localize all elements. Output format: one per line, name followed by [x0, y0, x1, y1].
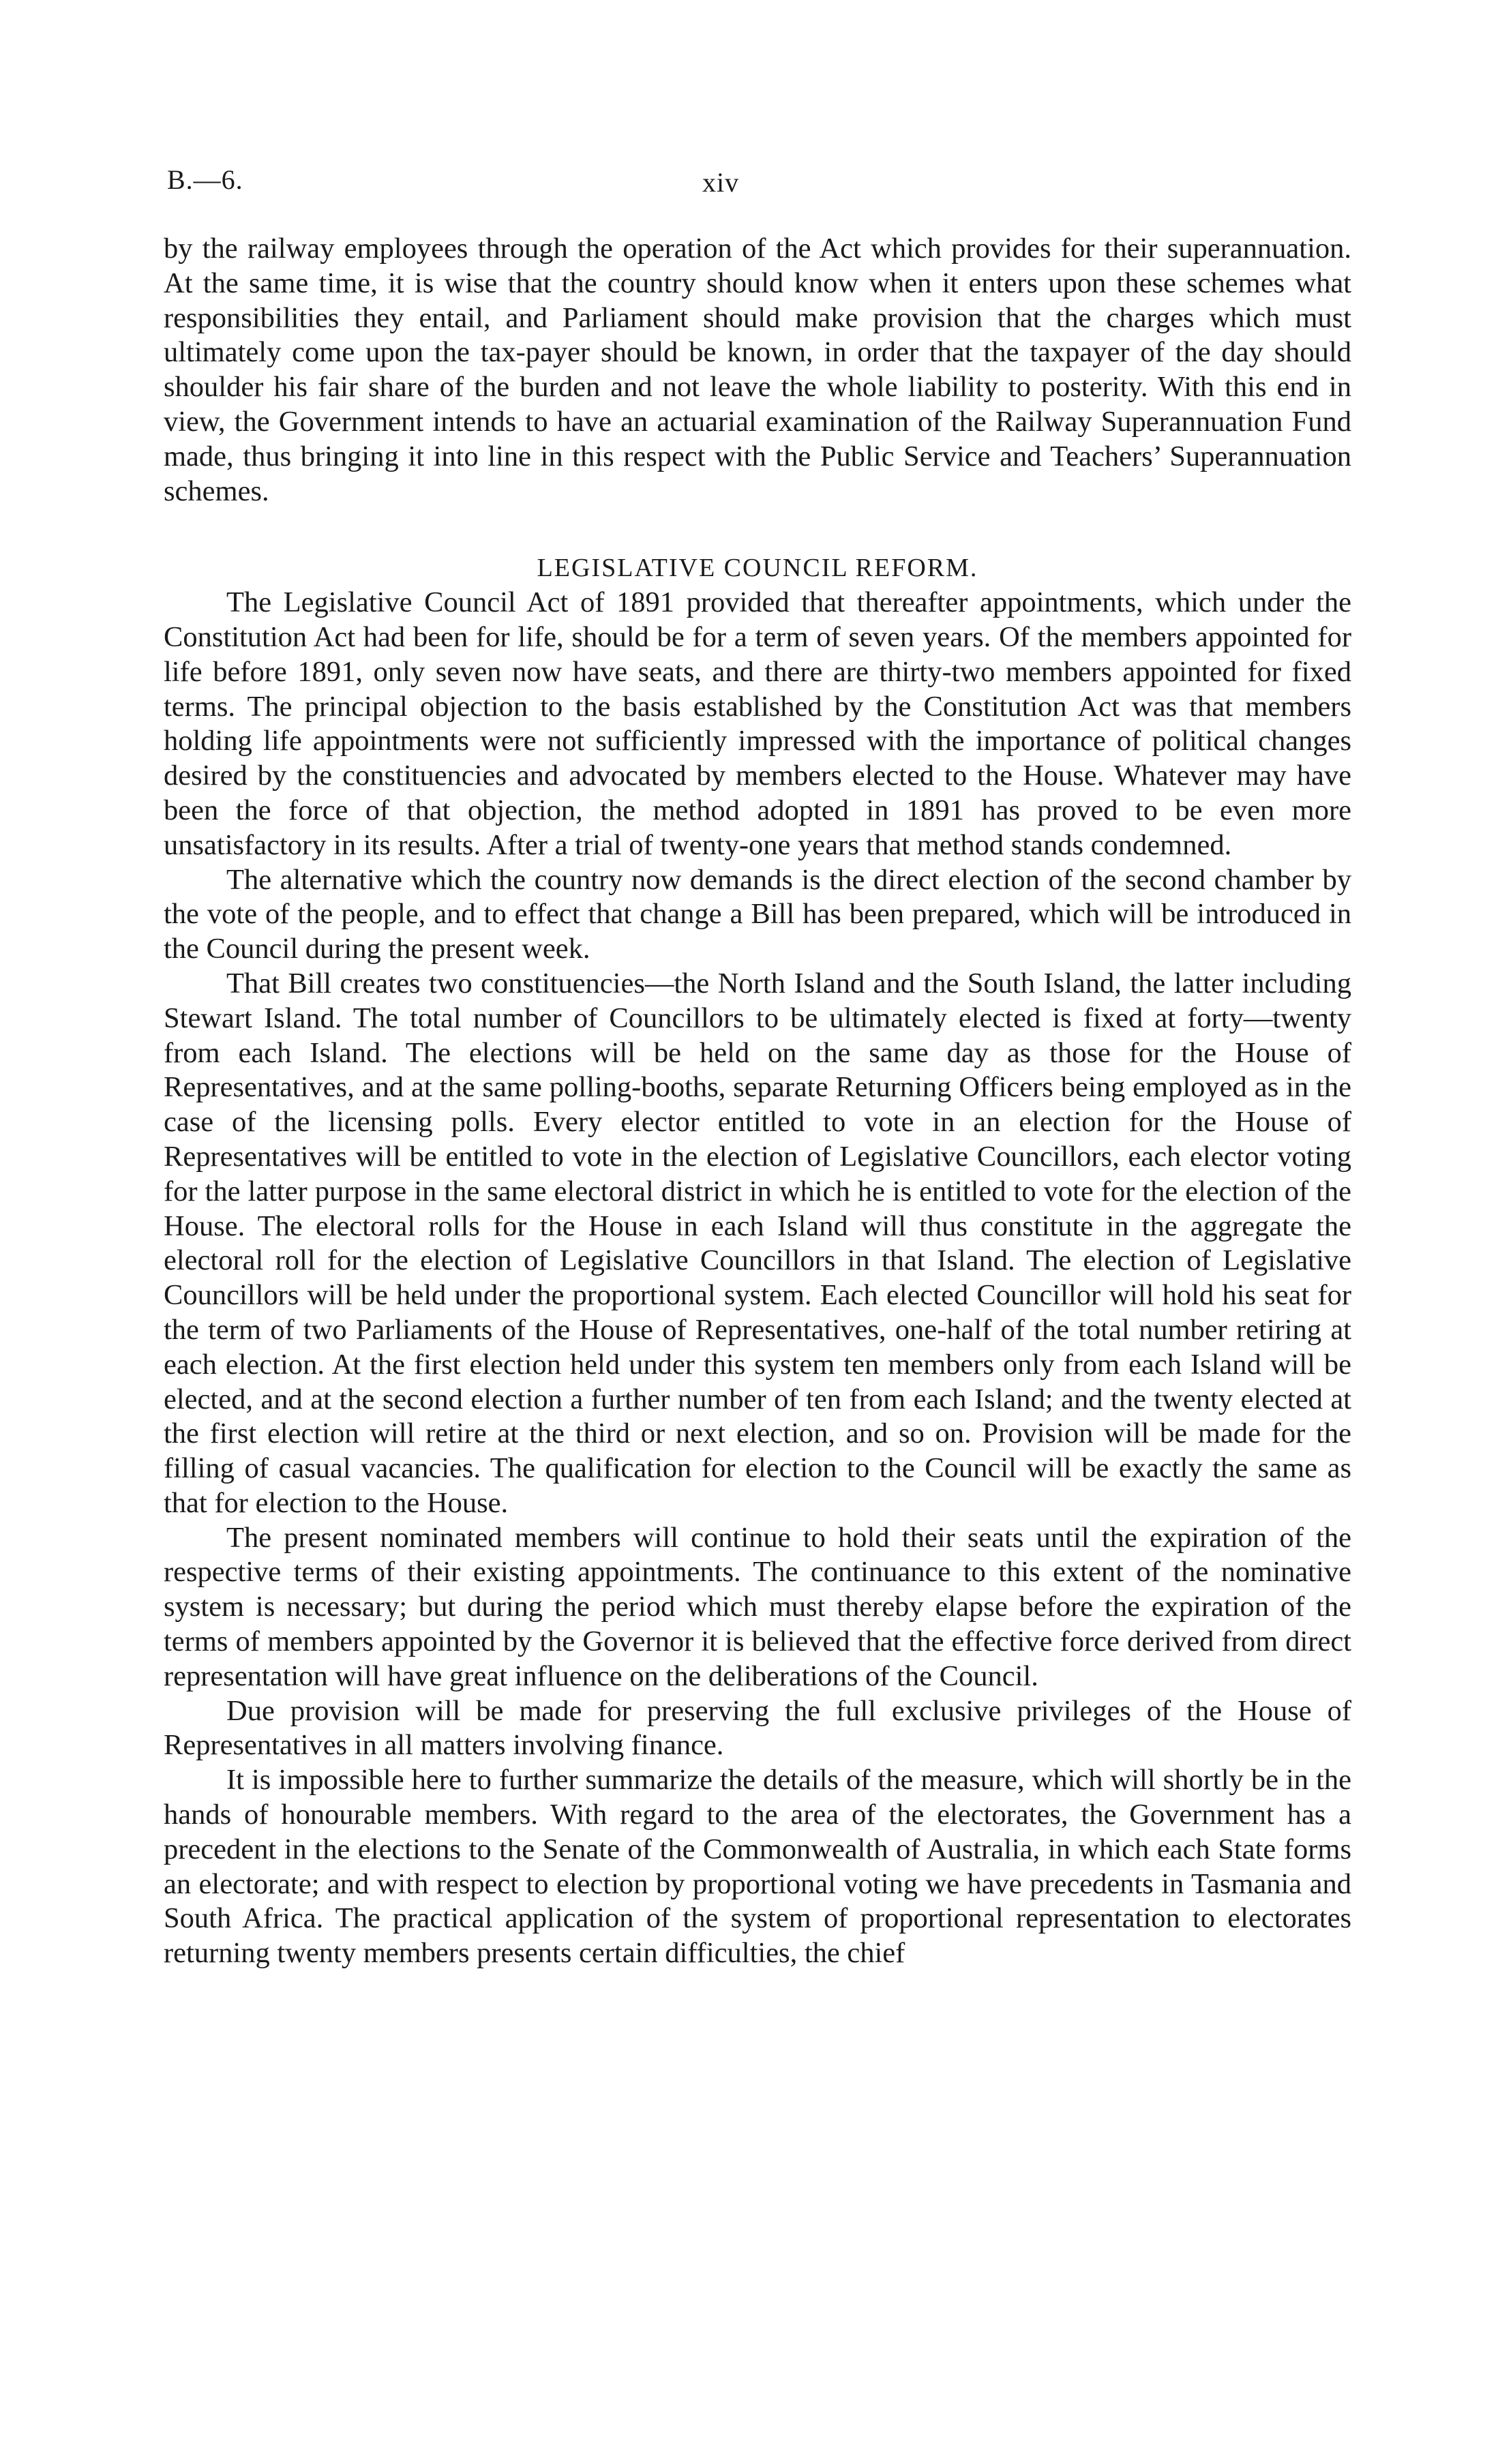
section-paragraph: That Bill creates two constituencies—the North Island and the South Island, the latter including Stewart Island. The total number of Councillors to be ultimately elected is fixed at forty—twenty from each Island. The elections will be held on the same day as those for the House of Representatives, and at the same polling-booths, separate Returning Officers being employed as in the case of the licensing polls. Every elector entitled to vote in an election for the House of Representatives will be entitled to vote in the election of Legislative Councillors, each elector voting for the latter purpose in the same electoral district in which he is entitled to vote for the election of the House. The electoral rolls for the House in each Island will thus constitute in the aggregate the electoral roll for the election of Legislative Councillors in that Island. The election of Legislative Councillors will be held under the proportional system. Each elected Councillor will hold his seat for the term of two Parliaments of the House of Representatives, one-half of the total number retiring at each election. At the first election held under this system ten members only from each Island will be elected, and at the second election a further number of ten from each Island; and the twenty elected at the first election will retire at the third or next election, and so on. Provision will be made for the filling of casual vacancies. The qualification for election to the Council will be exactly the same as that for election to the House. [164, 967, 1351, 1519]
section-heading: LEGISLATIVE COUNCIL REFORM. [537, 554, 978, 583]
page-number: xiv [702, 167, 740, 198]
continued-paragraph: by the railway employees through the operation of the Act which provides for their superannuation. At the same time, it is wise that the country should know when it enters upon these schemes what responsibilities they entail, and Parliament should make provision that the charges which must ultimately come upon the tax-payer should be known, in order that the taxpayer of the day should shoulder his fair share of the burden and not leave the whole liability to posterity. With this end in view, the Government intends to have an actuarial examination of the Railway Superannuation Fund made, thus bringing it into line in this respect with the Public Service and Teachers’ Superannuation schemes. [164, 232, 1351, 507]
section-paragraph: It is impossible here to further summarize the details of the measure, which will shortly be in the hands of honourable members. With regard to the area of the electorates, the Government has a precedent in the elections to the Senate of the Commonwealth of Australia, in which each State forms an electorate; and with respect to election by proportional voting we have precedents in Tasmania and South Africa. The practical application of the system of proportional representation to electorates returning twenty members presents certain difficulties, the chief [164, 1764, 1351, 1970]
document-reference: B.—6. [167, 164, 243, 195]
section-paragraph: The present nominated members will continue to hold their seats until the expiration of the respective terms of their existing appointments. The continuance to this extent of the nominative system is necessary; but during the period which must thereby elapse before the expiration of the terms of members appointed by the Governor it is believed that the effective force derived from direct representation will have great influence on the deliberations of the Council. [164, 1521, 1351, 1692]
section-paragraph: Due provision will be made for preserving the full exclusive privileges of the House of Representatives in all matters involving finance. [164, 1694, 1351, 1762]
page-body [164, 232, 1351, 1971]
section-paragraph: The Legislative Council Act of 1891 provided that thereafter appointments, which under the Constitution Act had been for life, should be for a term of seven years. Of the members appointed for life before 1891, only seven now have seats, and there are thirty-two members appointed for fixed terms. The principal objection to the basis established by the Constitution Act was that members holding life appointments were not sufficiently impressed with the importance of political changes desired by the constituencies and advocated by members elected to the House. Whatever may have been the force of that objection, the method adopted in 1891 has proved to be even more unsatisfactory in its results. After a trial of twenty-one years that method stands condemned. [164, 586, 1351, 861]
section-paragraph: The alternative which the country now demands is the direct election of the second chamber by the vote of the people, and to effect that change a Bill has been prepared, which will be introduced in the Council during the present week. [164, 863, 1351, 965]
